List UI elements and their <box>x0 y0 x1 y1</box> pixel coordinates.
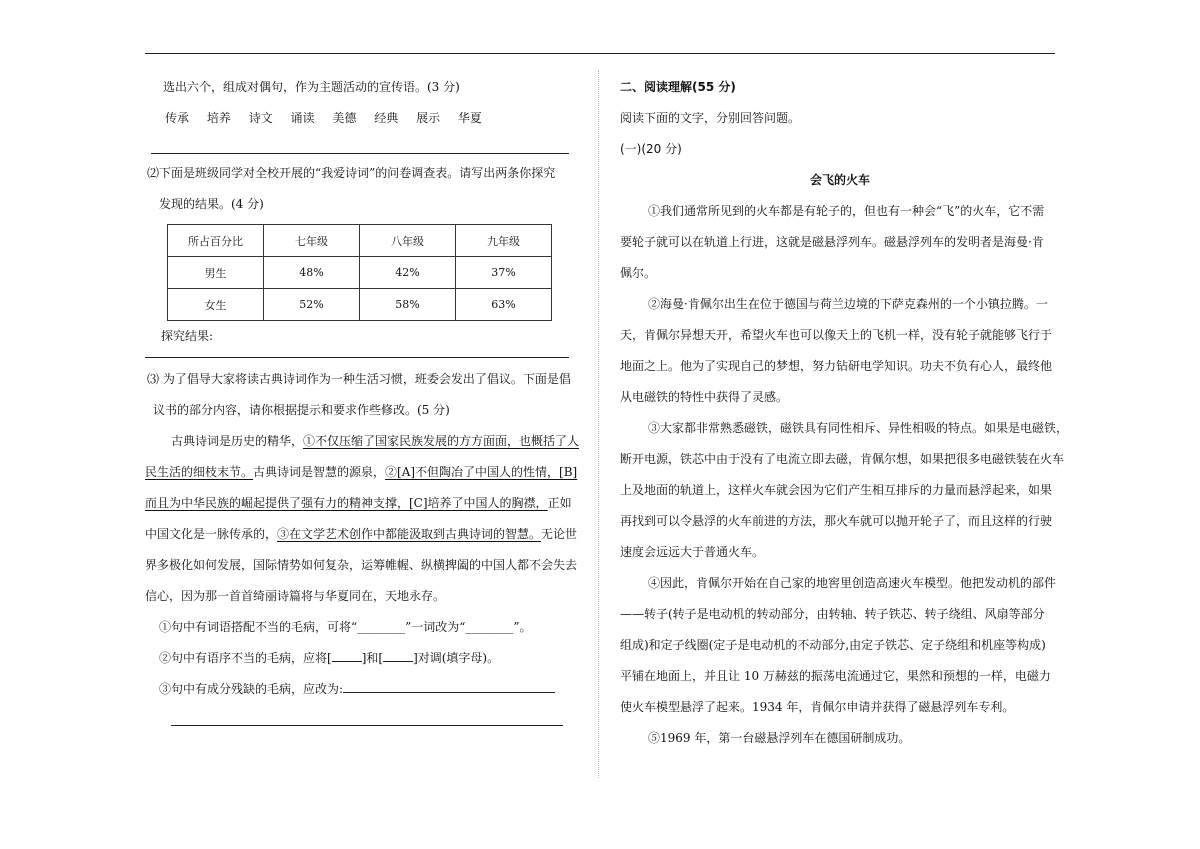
q1-answer-line[interactable] <box>151 153 569 154</box>
left-column <box>145 72 580 726</box>
word: 经典 <box>374 111 399 125</box>
article-line: 要轮子就可以在轨道上行进，这就是磁悬浮列车。磁悬浮列车的发明者是海曼·肯 <box>620 235 1044 249</box>
article-line: ①我们通常所见到的火车都是有轮子的，但也有一种会“飞”的火车，它不需 <box>648 204 1045 218</box>
blank-field[interactable] <box>383 661 413 662</box>
word: 展示 <box>416 111 441 125</box>
table-header-cell: 九年级 <box>456 225 552 257</box>
word: 传承 <box>165 111 190 125</box>
table-cell: 52% <box>264 289 360 321</box>
article-line: 佩尔。 <box>620 266 657 280</box>
q2-prompt-line2: 发现的结果。(4 分) <box>159 197 264 211</box>
sub2-text: ]和[ <box>361 651 384 665</box>
q2-prompt-line1: ⑵下面是班级同学对全校开展的“我爱诗词”的问卷调查表。请写出两条你探究 <box>147 166 556 180</box>
table-header-row <box>168 225 552 257</box>
table-row <box>168 289 552 321</box>
table-header-cell: 七年级 <box>264 225 360 257</box>
column-divider <box>598 70 599 778</box>
q1-intro: 选出六个，组成对偶句，作为主题活动的宣传语。(3 分) <box>163 80 460 94</box>
passage-line <box>145 488 575 519</box>
article-line: 组成)和定子线圈(定子是电动机的不动部分,由定子铁芯、定子绕组和机座等构成) <box>620 638 1046 652</box>
passage-text: 正如 <box>547 496 572 510</box>
article-line: 上及地面的轨道上，这样火车就会因为它们产生相互排斥的力量而悬浮起来，如果 <box>620 483 1053 497</box>
article-line: 断开电源，铁芯中由于没有了电流立即去磁，肯佩尔想，如果把很多电磁铁装在火车 <box>620 452 1065 466</box>
article-line: ②海曼·肯佩尔出生在位于德国与荷兰边境的下萨克森州的一个小镇拉腾。一 <box>648 297 1048 311</box>
word: 培养 <box>206 111 231 125</box>
passage-text: 古典诗词是历史的精华， <box>171 434 304 448</box>
survey-table <box>167 224 552 321</box>
instruction: 阅读下面的文字，分别回答问题。 <box>620 111 801 125</box>
sub2-text: ]对调(填字母)。 <box>413 651 500 665</box>
answer-field[interactable] <box>343 692 555 693</box>
table-cell: 48% <box>264 257 360 289</box>
passage-error-3: ③在文学艺术创作中都能汲取到古典诗词的智慧。 <box>277 527 542 541</box>
article-line: 地面之上。他为了实现自己的梦想，努力钻研电学知识。功夫不负有心人，最终他 <box>620 359 1053 373</box>
passage-line <box>145 519 578 550</box>
article-line: ——转子(转子是电动机的转动部分，由转轴、转子铁芯、转子绕组、风扇等部分 <box>620 607 1045 621</box>
word: 诗文 <box>248 111 273 125</box>
article-line: 天，肯佩尔异想天开，希望火车也可以像天上的飞机一样，没有轮子就能够飞行于 <box>620 328 1053 342</box>
table-row <box>168 257 552 289</box>
passage-text: 古典诗词是智慧的源泉， <box>253 465 386 479</box>
table-cell: 男生 <box>168 257 264 289</box>
article-line: 平铺在地面上，并且让 10 万赫兹的振荡电流通过它，果然和预想的一样，电磁力 <box>620 669 1051 683</box>
passage-error-1: ①不仅压缩了国家民族发展的方方面面，也概括了人 <box>303 434 580 448</box>
article-title: 会飞的火车 <box>809 173 870 187</box>
sub-question-2 <box>145 643 575 674</box>
table-cell: 58% <box>360 289 456 321</box>
passage-line <box>145 426 580 457</box>
sub3-text: ③句中有成分残缺的毛病，应改为: <box>159 682 344 696</box>
passage-error-2-cont: 而且为中华民族的崛起提供了强有力的精神支撑，[C]培养了中国人的胸襟， <box>145 496 548 510</box>
passage-error-1-cont: 民生活的细枝末节。 <box>145 465 254 479</box>
word: 美德 <box>332 111 357 125</box>
article-line: 使火车模型悬浮了起来。1934 年，肯佩尔申请并获得了磁悬浮列车专利。 <box>620 700 1015 714</box>
section-title: 二、阅读理解(55 分) <box>620 80 736 94</box>
table-cell: 42% <box>360 257 456 289</box>
article-body <box>620 196 1069 754</box>
article-line: 再找到可以令悬浮的火车前进的方法，那火车就可以抛开轮子了，而且这样的行驶 <box>620 514 1053 528</box>
sub2-text: ②句中有语序不当的毛病，应将[ <box>159 651 332 665</box>
header-rule <box>145 53 1055 54</box>
table-header-cell: 八年级 <box>360 225 456 257</box>
article-line: ③大家都非常熟悉磁铁，磁铁具有同性相斥、异性相吸的特点。如果是电磁铁， <box>648 421 1069 435</box>
passage-text: 中国文化是一脉传承的， <box>145 527 278 541</box>
right-column <box>620 72 1069 754</box>
q2-result-label: 探究结果: <box>161 329 214 343</box>
table-header-cell: 所占百分比 <box>168 225 264 257</box>
article-line: ④因此，肯佩尔开始在自己家的地窖里创造高速火车模型。他把发动机的部件 <box>648 576 1057 590</box>
q2-answer-line[interactable] <box>145 357 569 358</box>
table-cell: 63% <box>456 289 552 321</box>
part-label: (一)(20 分) <box>620 142 682 156</box>
passage-line <box>145 457 578 488</box>
sub-question-3 <box>145 674 575 705</box>
table-cell: 37% <box>456 257 552 289</box>
passage-text: 无论世 <box>541 527 578 541</box>
q1-word-list <box>145 103 575 134</box>
q3-prompt-line1: ⑶ 为了倡导大家将读古典诗词作为一种生活习惯，班委会发出了倡议。下面是倡 <box>147 372 571 386</box>
article-line: 从电磁铁的特性中获得了灵感。 <box>620 390 789 404</box>
word: 诵读 <box>290 111 315 125</box>
passage-line: 信心，因为那一首首绮丽诗篇将与华夏同在，天地永存。 <box>145 589 446 603</box>
article-line: 速度会远远大于普通火车。 <box>620 545 765 559</box>
article-line: ⑤1969 年，第一台磁悬浮列车在德国研制成功。 <box>648 731 911 745</box>
passage-line: 界多极化如何发展，国际情势如何复杂，运筹帷幄、纵横捭阖的中国人都不会失去 <box>145 558 578 572</box>
sub-question-1: ①句中有词语搭配不当的毛病，可将“________”一词改为“________”。 <box>159 620 532 634</box>
passage-error-2: ②[A]不但陶冶了中国人的性情，[B] <box>385 465 578 479</box>
table-cell: 女生 <box>168 289 264 321</box>
word: 华夏 <box>457 111 482 125</box>
sub3-answer-line[interactable] <box>171 725 563 726</box>
q3-prompt-line2: 议书的部分内容，请你根据提示和要求作些修改。(5 分) <box>153 403 450 417</box>
blank-field[interactable] <box>332 661 362 662</box>
